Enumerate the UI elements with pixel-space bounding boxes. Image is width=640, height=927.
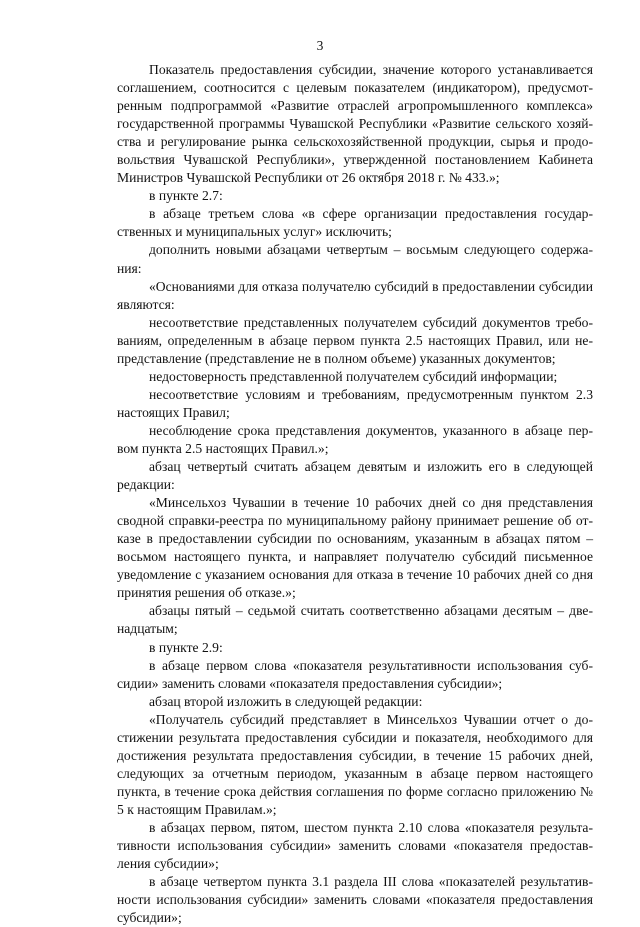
paragraph-9: несоблюдение срока представления документов, указанного в абзаце первом пункта 2.5 настоящих Правил.»; bbox=[117, 422, 593, 456]
paragraph-13: в пункте 2.9: bbox=[149, 639, 223, 655]
paragraph-17: в абзацах первом, пятом, шестом пункта 2.10 слова «показателя результативности использования субсидии» заменить словами «показателя предоставления субсидии»; bbox=[117, 819, 593, 872]
paragraph-10: абзац четвертый считать абзацем девятым и изложить его в следующей редакции: bbox=[117, 459, 593, 493]
paragraph-14: в абзаце первом слова «показателя результативности использования субсидии» заменить словами «показателя предоставления субсидии»; bbox=[117, 657, 593, 691]
paragraph-7: недостоверность представленной получателем субсидий информации; bbox=[149, 368, 558, 384]
document-body bbox=[117, 61, 593, 927]
paragraph-6: несоответствие представленных получателем субсидий документов требованиям, определенным в абзаце первом пункта 2.5 настоящих Правил, или непредставление (представление не в полном объеме) указанных документов; bbox=[117, 314, 593, 366]
paragraph-8: несоответствие условиям и требованиям, предусмотренным пунктом 2.3 настоящих Правил; bbox=[117, 386, 593, 420]
paragraph-1: Показатель предоставления субсидии, значение которого устанавливается соглашением, соотносится с целевым показателем (индикатором), предусмотренным подпрограммой «Развитие отраслей агропромышленного комплекса» государственной программы Чувашской Республики «Развитие сельского хозяйства и регулирование рынка сельскохозяйственной продукции, сырья и продовольствия Чувашской Республики», утвержденной постановлением Кабинета Министров Чувашской Республики от 26 октября 2018 г. № 433.»; bbox=[117, 62, 593, 186]
paragraph-12: абзацы пятый – седьмой считать соответственно абзацами десятым – двенадцатым; bbox=[117, 603, 593, 637]
page-number: 3 bbox=[316, 38, 324, 53]
paragraph-16: «Получатель субсидий представляет в Минсельхоз Чувашии отчет о достижении результата предоставления субсидии и показателя, необходимого для достижения результата предоставления субсидии, в течение 15 рабочих дней, следующих за отчетным периодом, указанным в абзаце первом настоящего пункта, в течение срока действия соглашения по форме согласно приложению № 5 к настоящим Правилам.»; bbox=[117, 711, 593, 817]
paragraph-18: в абзаце четвертом пункта 3.1 раздела III слова «показателей результативности использования субсидии» заменить словами «показателя предоставления субсидии»; bbox=[117, 874, 593, 926]
paragraph-2: в пункте 2.7: bbox=[149, 188, 223, 204]
paragraph-3: в абзаце третьем слова «в сфере организации предоставления государственных и муниципальных услуг» исключить; bbox=[117, 206, 593, 240]
paragraph-4: дополнить новыми абзацами четвертым – восьмым следующего содержания: bbox=[117, 242, 593, 276]
paragraph-11: «Минсельхоз Чувашии в течение 10 рабочих дней со дня представления сводной справки-реестра по муниципальному району принимает решение об отказе в предоставлении субсидии по основаниям, указанным в абзацах пятом – восьмом настоящего пункта, и направляет получателю субсидий письменное уведомление с указанием основания для отказа в течение 10 рабочих дней со дня принятия решения об отказе.»; bbox=[117, 495, 593, 601]
paragraph-5: «Основаниями для отказа получателю субсидий в предоставлении субсидии являются: bbox=[117, 278, 593, 312]
paragraph-15: абзац второй изложить в следующей редакции: bbox=[149, 693, 423, 709]
